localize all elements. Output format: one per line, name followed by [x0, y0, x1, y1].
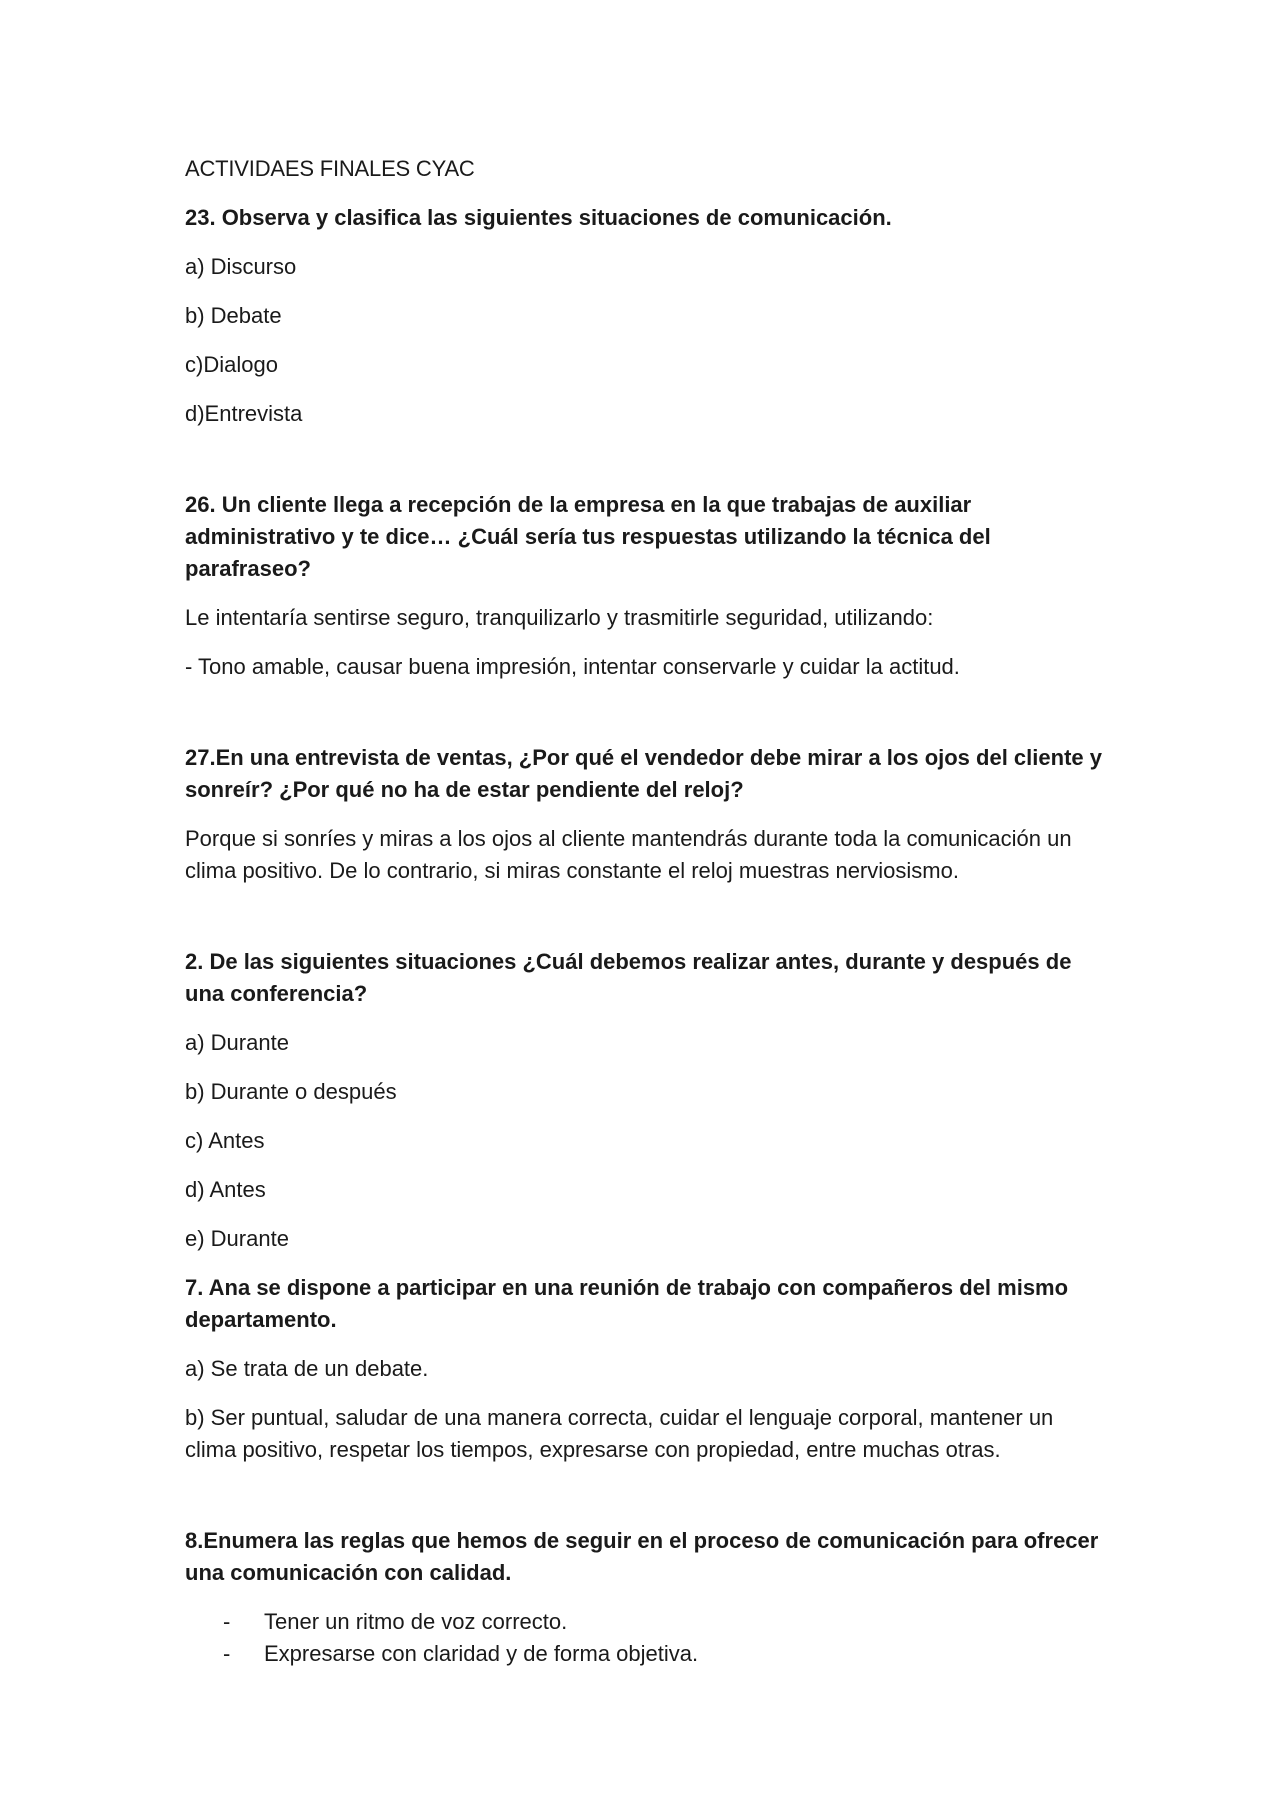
answer-7-b: b) Ser puntual, saludar de una manera correcta, cuidar el lenguaje corporal, mantener un clima positivo, respetar los tiempos, expresarse con propiedad, entre muchas otras.: [185, 1405, 1054, 1462]
question-23: 23. Observa y clasifica las siguientes situaciones de comunicación.: [185, 205, 892, 230]
question-7: 7. Ana se dispone a participar en una reunión de trabajo con compañeros del mismo departamento.: [185, 1275, 1069, 1332]
question-27: 27.En una entrevista de ventas, ¿Por qué el vendedor debe mirar a los ojos del cliente y sonreír? ¿Por qué no ha de estar pendiente del reloj?: [185, 745, 1102, 802]
list-item-text: Tener un ritmo de voz correcto.: [264, 1609, 568, 1634]
question-2: 2. De las siguientes situaciones ¿Cuál debemos realizar antes, durante y después de una conferencia?: [185, 949, 1072, 1006]
answer-23-d: d)Entrevista: [185, 401, 303, 426]
answer-2-b: b) Durante o después: [185, 1079, 397, 1104]
list-marker: -: [223, 1609, 231, 1634]
answer-23-c: c)Dialogo: [185, 352, 278, 377]
answer-27: Porque si sonríes y miras a los ojos al cliente mantendrás durante toda la comunicación un clima positivo. De lo contrario, si miras constante el reloj muestras nerviosismo.: [185, 826, 1072, 883]
spacer: [185, 1483, 1110, 1525]
answer-26-detail: - Tono amable, causar buena impresión, intentar conservarle y cuidar la actitud.: [185, 654, 960, 679]
list-item-text: Expresarse con claridad y de forma objetiva.: [264, 1641, 699, 1666]
answer-2-d: d) Antes: [185, 1177, 266, 1202]
answer-26-intro: Le intentaría sentirse seguro, tranquilizarlo y trasmitirle seguridad, utilizando:: [185, 605, 934, 630]
question-8: 8.Enumera las reglas que hemos de seguir en el proceso de comunicación para ofrecer una comunicación con calidad.: [185, 1528, 1099, 1585]
spacer: [185, 700, 1110, 742]
question-26: 26. Un cliente llega a recepción de la empresa en la que trabajas de auxiliar administrativo y te dice… ¿Cuál sería tus respuestas utilizando la técnica del parafraseo?: [185, 492, 991, 581]
answer-23-a: a) Discurso: [185, 254, 297, 279]
answer-23-b: b) Debate: [185, 303, 282, 328]
rules-list: [185, 1606, 1110, 1670]
list-item: [185, 1606, 1110, 1638]
answer-2-a: a) Durante: [185, 1030, 289, 1055]
document-title: ACTIVIDAES FINALES CYAC: [185, 156, 475, 181]
spacer: [185, 447, 1110, 489]
spacer: [185, 904, 1110, 946]
document-page: [185, 153, 1110, 1670]
list-marker: -: [223, 1641, 231, 1666]
answer-2-e: e) Durante: [185, 1226, 289, 1251]
answer-2-c: c) Antes: [185, 1128, 265, 1153]
answer-7-a: a) Se trata de un debate.: [185, 1356, 429, 1381]
list-item: [185, 1638, 1110, 1670]
